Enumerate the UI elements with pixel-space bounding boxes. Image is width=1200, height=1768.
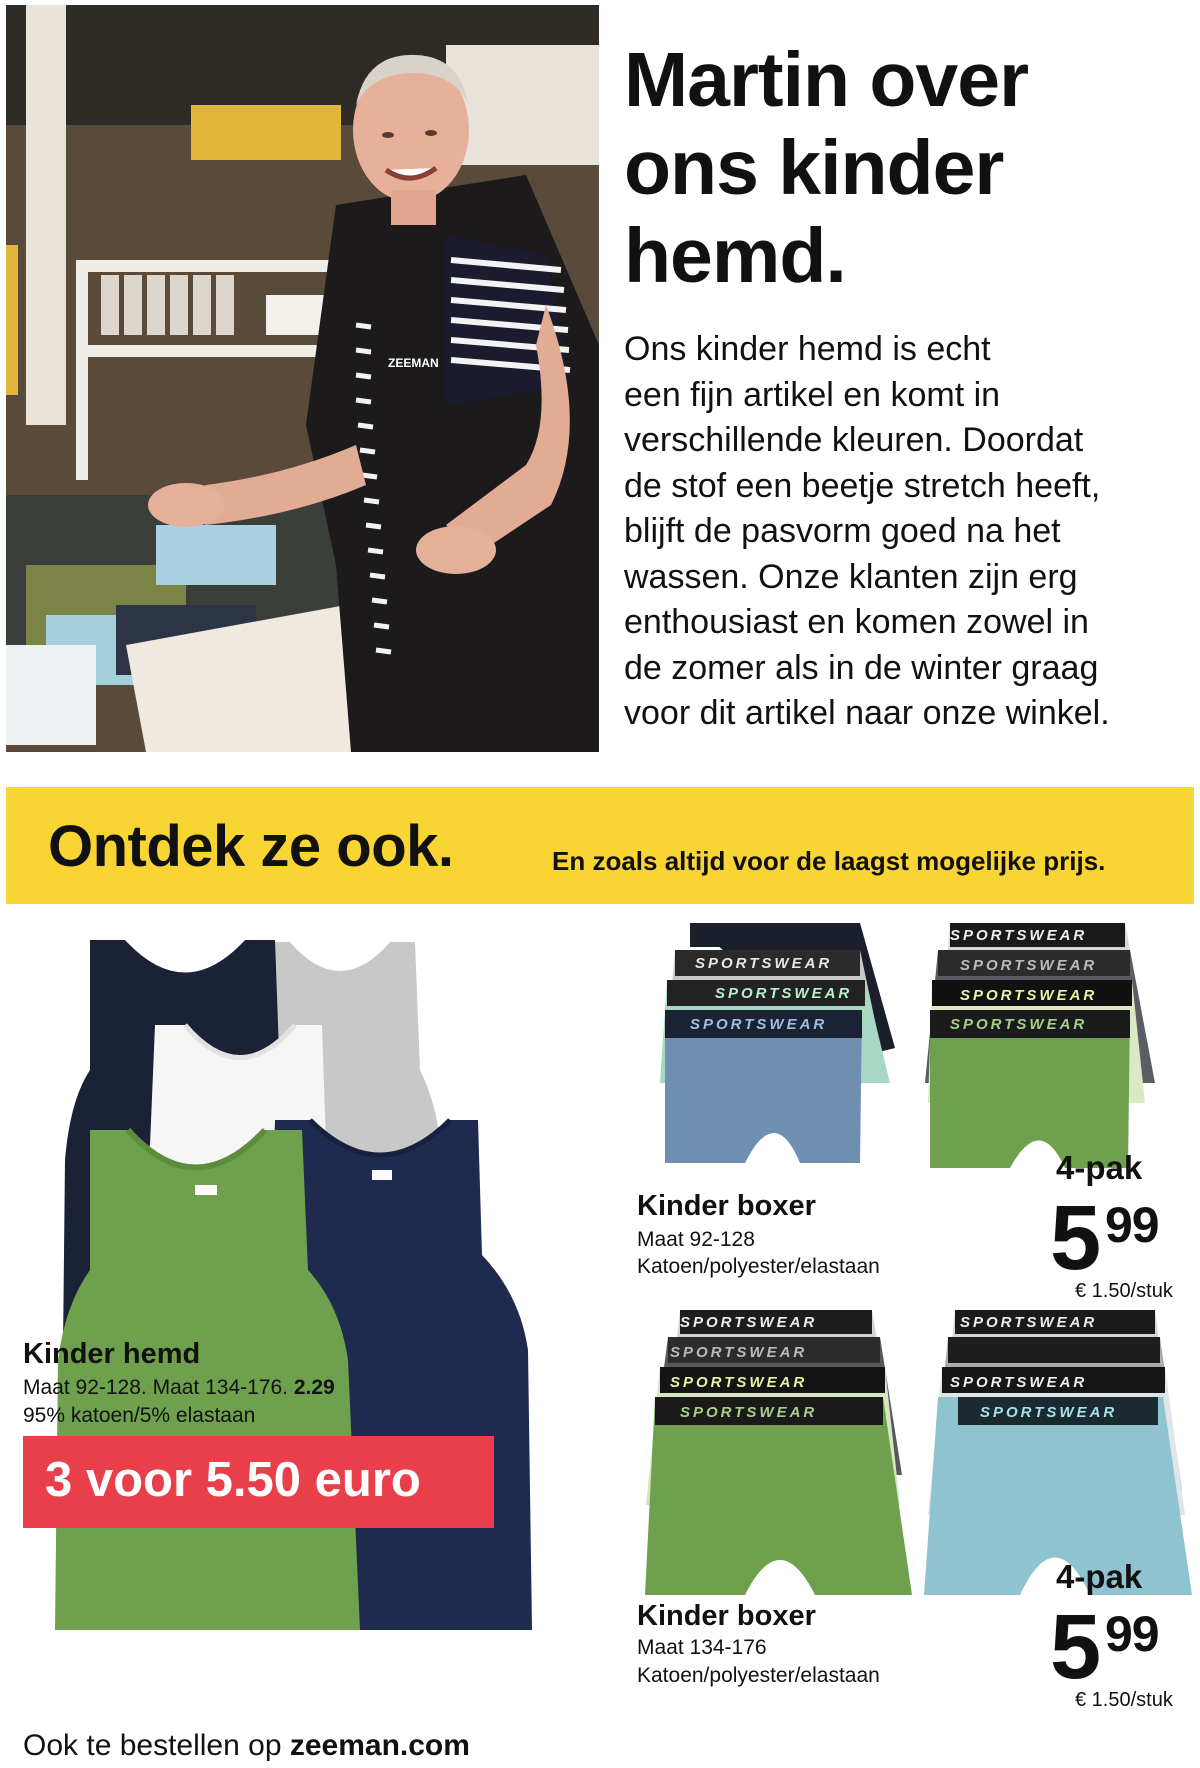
boxer-large-name: Kinder boxer (637, 1600, 816, 1632)
waistband-label: SPORTSWEAR (950, 1374, 1088, 1391)
boxer-large-pack-label: 4-pak (1056, 1558, 1143, 1595)
story-line: Ons kinder hemd is echt (624, 330, 991, 368)
waistband-label: SPORTSWEAR (980, 1404, 1118, 1421)
boxer-small-price-cents: 99 (1105, 1197, 1159, 1253)
boxer-large-price-main: 5 (1050, 1596, 1099, 1698)
headline-line-3: hemd. (624, 213, 846, 299)
boxer-pack-small-1-image (655, 918, 895, 1183)
story-line: blijft de pasvorm goed na het (624, 512, 1061, 550)
hemd-name: Kinder hemd (23, 1338, 201, 1370)
boxer-large-sizes: Maat 134-176 (637, 1636, 767, 1659)
boxer-small-unit-price: € 1.50/stuk (1075, 1280, 1173, 1302)
headline (624, 36, 1184, 300)
boxer-pack-small-2-image (920, 918, 1170, 1183)
waistband-label: SPORTSWEAR (690, 1016, 828, 1033)
waistband-label: SPORTSWEAR (695, 955, 833, 972)
story-line: wassen. Onze klanten zijn erg (624, 557, 1078, 596)
story-line: enthousiast en komen zowel in (624, 603, 1089, 641)
footer-site-link[interactable]: zeeman.com (289, 1729, 470, 1762)
headline-line-1: Martin over (624, 37, 1029, 123)
waistband-label: SPORTSWEAR (680, 1404, 818, 1421)
hemd-sizes-text: Maat 92-128. Maat 134-176. (23, 1376, 289, 1399)
boxer-small-name: Kinder boxer (637, 1190, 816, 1222)
waistband-label: SPORTSWEAR (950, 1016, 1088, 1033)
footer-order-note (23, 1729, 470, 1763)
boxer-pack-large-2-image (920, 1305, 1195, 1595)
boxer-small-sizes: Maat 92-128 (637, 1228, 755, 1251)
waistband-label: SPORTSWEAR (715, 985, 853, 1002)
story-line: een fijn artikel en komt in (624, 375, 1001, 414)
boxer-small-pack-label: 4-pak (1056, 1149, 1143, 1186)
waistband-label: SPORTSWEAR (680, 1314, 818, 1331)
boxer-large-price-cents: 99 (1105, 1606, 1159, 1662)
tank-tops-image (50, 930, 540, 1650)
hemd-single-price: 2.29 (293, 1376, 335, 1399)
hero-photo (6, 5, 599, 752)
hemd-sizes (23, 1373, 363, 1402)
story-line: voor dit artikel naar onze winkel. (624, 694, 1110, 732)
boxer-small-material: Katoen/polyester/elastaan (637, 1255, 880, 1278)
footer-prefix: Ook te bestellen op (23, 1729, 290, 1762)
deal-text: 3 voor 5.50 euro (45, 1453, 421, 1507)
banner-title: Ontdek ze ook. (48, 814, 454, 879)
waistband-label: SPORTSWEAR (670, 1374, 808, 1391)
vest-logo: ZEEMAN (388, 356, 439, 370)
store-employee-illustration (6, 5, 599, 752)
waistband-label: SPORTSWEAR (960, 957, 1098, 974)
story-line: de stof een beetje stretch heeft, (624, 466, 1101, 505)
story-line: verschillende kleuren. Doordat (624, 421, 1084, 459)
boxer-pack-large-1-image (640, 1305, 920, 1595)
story-text (624, 327, 1194, 737)
waistband-label: SPORTSWEAR (670, 1344, 808, 1361)
hemd-material: 95% katoen/5% elastaan (23, 1404, 256, 1427)
story-line: de zomer als in de winter graag (624, 648, 1099, 687)
banner-subtitle: En zoals altijd voor de laagst mogelijke prijs. (552, 846, 1106, 876)
boxer-large-material: Katoen/polyester/elastaan (637, 1664, 880, 1687)
waistband-label: SPORTSWEAR (960, 987, 1098, 1004)
headline-line-2: ons kinder (624, 125, 1004, 211)
boxer-large-unit-price: € 1.50/stuk (1075, 1689, 1173, 1711)
boxer-small-price-main: 5 (1050, 1187, 1099, 1289)
waistband-label: SPORTSWEAR (950, 927, 1088, 944)
waistband-label: SPORTSWEAR (960, 1314, 1098, 1331)
